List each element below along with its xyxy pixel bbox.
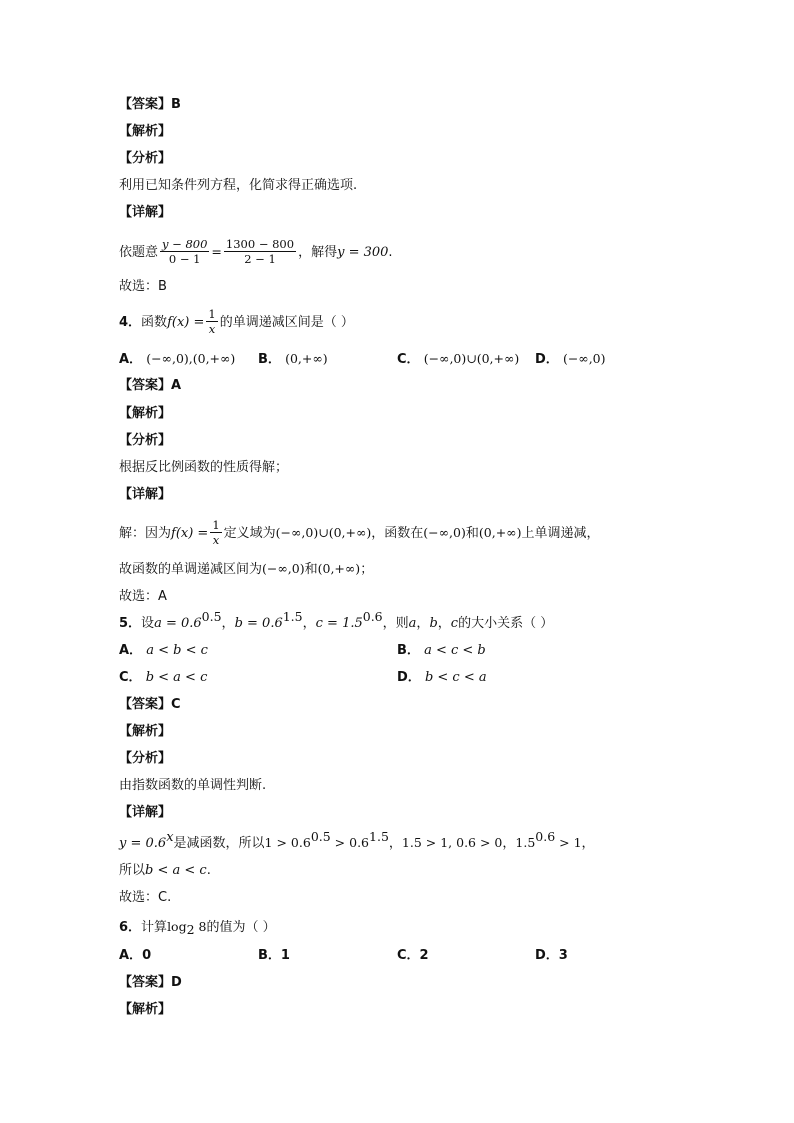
q3-detail-line: 依题意 $\frac{y - 800}{0 - 1}$ = $\frac{1300 - 800}{2 - 1}$ ，解得y = 300.	[119, 237, 393, 266]
q6-option-b: B．1	[258, 948, 290, 963]
q3-choice-line: 故选：B	[119, 279, 167, 294]
q4-option-b: B． (0,+∞)	[258, 351, 328, 367]
q5-option-b: B． a < c < b	[397, 643, 486, 658]
q5-stem: 5．设$a = 0.6^{0.5}$，$b = 0.6^{1.5}$，$c = 1.5^{0.6}$，则a，b，c的大小关系（ ）	[119, 609, 554, 631]
q5-option-c: C． b < a < c	[119, 670, 208, 685]
q5-xiangjie-label: 【详解】	[119, 805, 172, 820]
q3-fraction-2: $\frac{1300 - 800}{2 - 1}$	[225, 237, 295, 266]
q3-answer-line: 【答案】B	[119, 97, 181, 112]
q5-option-d: D． b < c < a	[397, 670, 487, 685]
q3-xiangjie-label: 【详解】	[119, 205, 172, 220]
q4-detail-line-1: 解：因为f(x) = $\frac{1}{x}$ 定义域为(−∞,0)∪(0,+∞)，函数在(−∞,0)和(0,+∞)上单调递减，	[119, 518, 600, 547]
q4-answer-line: 【答案】A	[119, 378, 182, 393]
q4-option-d: D． (−∞,0)	[535, 351, 606, 367]
q4-jiexi-label: 【解析】	[119, 406, 172, 421]
q3-analysis-text: 利用已知条件列方程，化简求得正确选项.	[119, 178, 358, 193]
q4-detail-line-2: 故函数的单调递减区间为(−∞,0)和(0,+∞)；	[119, 561, 374, 577]
q3-fenxi-label: 【分析】	[119, 151, 172, 166]
q6-answer-line: 【答案】D	[119, 975, 182, 990]
q5-analysis-text: 由指数函数的单调性判断.	[119, 778, 267, 793]
q6-option-a: A．0	[119, 948, 152, 963]
q6-jiexi-label: 【解析】	[119, 1002, 172, 1017]
q5-detail-line-1: $y = 0.6^x$是减函数，所以$1 > 0.6^{0.5} > 0.6^{1.5}$，1.5 > 1, 0.6 > 0，$1.5^{0.6} > 1$，	[119, 829, 595, 851]
q6-stem: 6．计算$\log_2 8$的值为（ ）	[119, 919, 276, 937]
q5-answer-line: 【答案】C	[119, 697, 181, 712]
q4-choice-line: 故选：A	[119, 589, 167, 604]
q6-option-d: D．3	[535, 948, 568, 963]
q6-option-c: C．2	[397, 948, 429, 963]
q4-stem: 4．函数f(x) = $\frac{1}{x}$ 的单调递减区间是（ ）	[119, 307, 354, 336]
q5-choice-line: 故选：C.	[119, 890, 172, 905]
q3-fraction-1: $\frac{y - 800}{0 - 1}$	[162, 237, 208, 266]
q4-detail-fraction: $\frac{1}{x}$	[212, 518, 220, 547]
q3-jiexi-label: 【解析】	[119, 124, 172, 139]
q4-fraction: $\frac{1}{x}$	[208, 307, 216, 336]
q4-option-a: A． (−∞,0),(0,+∞)	[119, 351, 236, 367]
q5-detail-line-2: 所以b < a < c.	[119, 863, 211, 878]
q5-fenxi-label: 【分析】	[119, 751, 172, 766]
q5-option-a: A． a < b < c	[119, 643, 208, 658]
q4-fenxi-label: 【分析】	[119, 433, 172, 448]
q4-analysis-text: 根据反比例函数的性质得解；	[119, 460, 289, 475]
q4-xiangjie-label: 【详解】	[119, 487, 172, 502]
q5-jiexi-label: 【解析】	[119, 724, 172, 739]
q4-option-c: C． (−∞,0)∪(0,+∞)	[397, 351, 520, 367]
